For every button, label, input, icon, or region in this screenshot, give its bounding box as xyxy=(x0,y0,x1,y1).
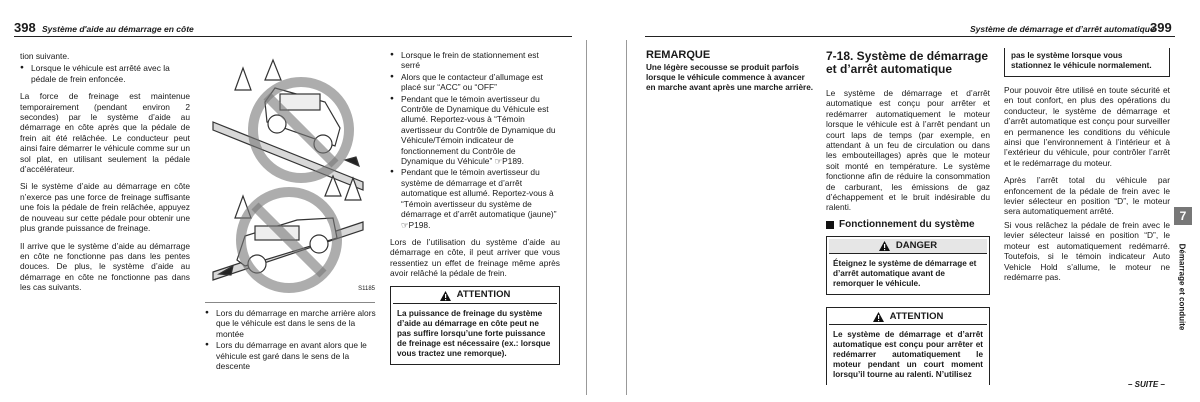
warning-icon xyxy=(440,291,451,301)
danger-label: DANGER xyxy=(895,240,938,252)
left-page-number: 398 xyxy=(14,20,36,35)
attention-text: La puissance de freinage du système d’aide au démarrage en côte peut ne pas suffire lorsqu’une forte puissance de freinage est nécessaire (ex.: lorsque vous tractez une remorque). xyxy=(397,308,551,358)
list-item: ● Lorsque le véhicule est arrêté avec la pédale de frein enfoncée. xyxy=(20,63,190,84)
right-page-number: 399 xyxy=(1150,20,1172,35)
attention-header xyxy=(393,289,557,304)
paragraph: Après l’arrêt total du véhicule par enfoncement de la pédale de frein avec le levier sélecteur en position “D”, le moteur sera automatiquement arrêté. xyxy=(1004,175,1170,217)
attention-header xyxy=(829,310,987,325)
right-header-rule xyxy=(645,36,1175,37)
figure-rule xyxy=(205,302,375,303)
list-item: ● Pendant que le témoin avertisseur du système de démarrage et d’arrêt automatique est allumé. Reportez-vous à “Témoin avertisseur du système de démarrage et d’arrêt automatique (jaune)” ☞P198. xyxy=(390,167,560,229)
chapter-tab: 7 xyxy=(1174,207,1192,225)
bullet-list xyxy=(390,50,560,230)
continued-footer: – SUITE – xyxy=(1128,380,1165,389)
danger-header xyxy=(829,239,987,254)
danger-text: Éteignez le système de démarrage et d’arrêt automatique avant de remorquer le véhicule. xyxy=(833,259,977,289)
attention-box-continued xyxy=(1004,48,1170,77)
remarque-text: Une légère secousse se produit parfois lorsque le véhicule commence à avancer en marche avant après une marche arrière. xyxy=(646,63,814,93)
subsection-heading xyxy=(826,220,990,230)
right-header-title: Système de démarrage et d’arrêt automatique xyxy=(970,24,1155,34)
list-item: ● Alors que le contacteur d’allumage est placé sur “ACC” ou “OFF” xyxy=(390,72,560,93)
left-column-3 xyxy=(390,50,560,365)
paragraph: Le système de démarrage et d’arrêt automatique est conçu pour arrêter et redémarrer automatiquement le moteur lorsque le véhicule est à l’arrêt pendant un court laps de temps (par exemple, en attendant à un feu de circulation ou dans les embouteillages) après que le moteur soit monté en température. Le système fonctionne afin de réduire la consommation de carburant, les émissions de gaz d’échappement et le bruit indésirable du ralenti. xyxy=(826,88,990,213)
left-column-2-text xyxy=(205,308,377,378)
section-title: 7-18. Système de démarrage et d’arrêt automatique xyxy=(826,49,989,76)
attention-text: Le système de démarrage et d’arrêt automatique est conçu pour arrêter et redémarrer automatiquement le moteur pendant un court moment lorsqu’il tourne au ralenti. N’utilisez xyxy=(833,330,983,380)
square-bullet-icon xyxy=(826,221,834,229)
danger-box xyxy=(826,236,990,295)
left-header-rule xyxy=(14,36,572,37)
hill-illustrations xyxy=(205,50,375,298)
right-column-1 xyxy=(646,50,814,93)
intro-text: tion suivante. xyxy=(20,51,70,61)
list-item: ● Lors du démarrage en marche arrière alors que le véhicule est dans le sens de la montée xyxy=(205,308,377,339)
list-item: ● Lorsque le frein de stationnement est serré xyxy=(390,50,560,71)
paragraph: Lors de l’utilisation du système d’aide au démarrage en côte, il peut arriver que vous ressentiez un effet de freinage même après avoir relâché la pédale de frein. xyxy=(390,236,560,279)
scene-forward-downhill xyxy=(213,176,363,288)
left-column-1 xyxy=(20,51,190,300)
attention-box xyxy=(390,286,560,365)
attention-label: ATTENTION xyxy=(889,311,944,323)
attention-box xyxy=(826,307,990,385)
list-item: ● Pendant que le témoin avertisseur du Contrôle de Dynamique du Véhicule est allumé. Reportez-vous à “Témoin avertisseur du Contrôle de Dynamique du Véhicule/Témoin indicateur de fonctionnement du Contrôle de Dynamique du Véhicule” ☞P189. xyxy=(390,94,560,167)
right-column-2 xyxy=(826,50,990,385)
figure-code: S1185 xyxy=(358,286,375,292)
paragraph: Si vous relâchez la pédale de frein avec le levier sélecteur laissé en position “D”, le moteur est automatiquement redémarré. Toutefois, si le témoin indicateur Auto Vehicle Hold s’allume, le moteur ne redémarre pas. xyxy=(1004,219,1170,282)
warning-icon xyxy=(879,241,890,251)
remarque-title: REMARQUE xyxy=(646,49,711,61)
bullet-list xyxy=(20,63,190,84)
no-hill-start-illustration xyxy=(205,50,375,298)
chapter-side-label: Démarrage et conduite xyxy=(1177,243,1187,331)
paragraph: Pour pouvoir être utilisé en toute sécurité et en tout confort, en plus des opérations du conducteur, le système de démarrage et d’arrêt automatique est conçu pour surveiller en permanence les conditions du véhicule ainsi que l’environnement à l’intérieur et à l’extérieur du véhicule, pour contrôler l’arrêt et le redémarrage du moteur. xyxy=(1004,85,1170,168)
warning-icon xyxy=(873,312,884,322)
paragraph: Si le système d’aide au démarrage en côte n’exerce pas une force de freinage suffisante une fois la pédale de frein relâchée, appuyez de nouveau sur cette pédale pour obtenir une plus grande puissance de freinage. xyxy=(20,181,190,234)
right-column-3 xyxy=(1004,48,1170,289)
left-header-title: Système d'aide au démarrage en côte xyxy=(42,24,194,34)
page-gutter-left xyxy=(586,40,587,395)
attention-label: ATTENTION xyxy=(456,289,511,301)
list-item: ● Lors du démarrage en avant alors que le véhicule est garé dans le sens de la descente xyxy=(205,340,377,371)
subsection-title: Fonctionnement du système xyxy=(839,218,975,230)
paragraph: Il arrive que le système d’aide au démarrage en côte ne fonctionne pas dans les pentes douces. De plus, le système d’aide au démarrage en côte ne fonctionne pas dans les cas suivants. xyxy=(20,240,190,293)
attention-text-continued: pas le système lorsque vous stationnez le véhicule normalement. xyxy=(1011,51,1152,70)
bullet-list xyxy=(205,308,377,371)
scene-reverse-uphill xyxy=(213,60,363,190)
paragraph: La force de freinage est maintenue temporairement (pendant environ 2 secondes) par le système d’aide au démarrage en côte après que la pédale de frein ait été relâchée. Le conducteur peut ainsi faire démarrer le véhicule comme sur un sol plat, en utilisant seulement la pédale d’accélérateur. xyxy=(20,91,190,175)
page-gutter-right xyxy=(626,40,627,395)
